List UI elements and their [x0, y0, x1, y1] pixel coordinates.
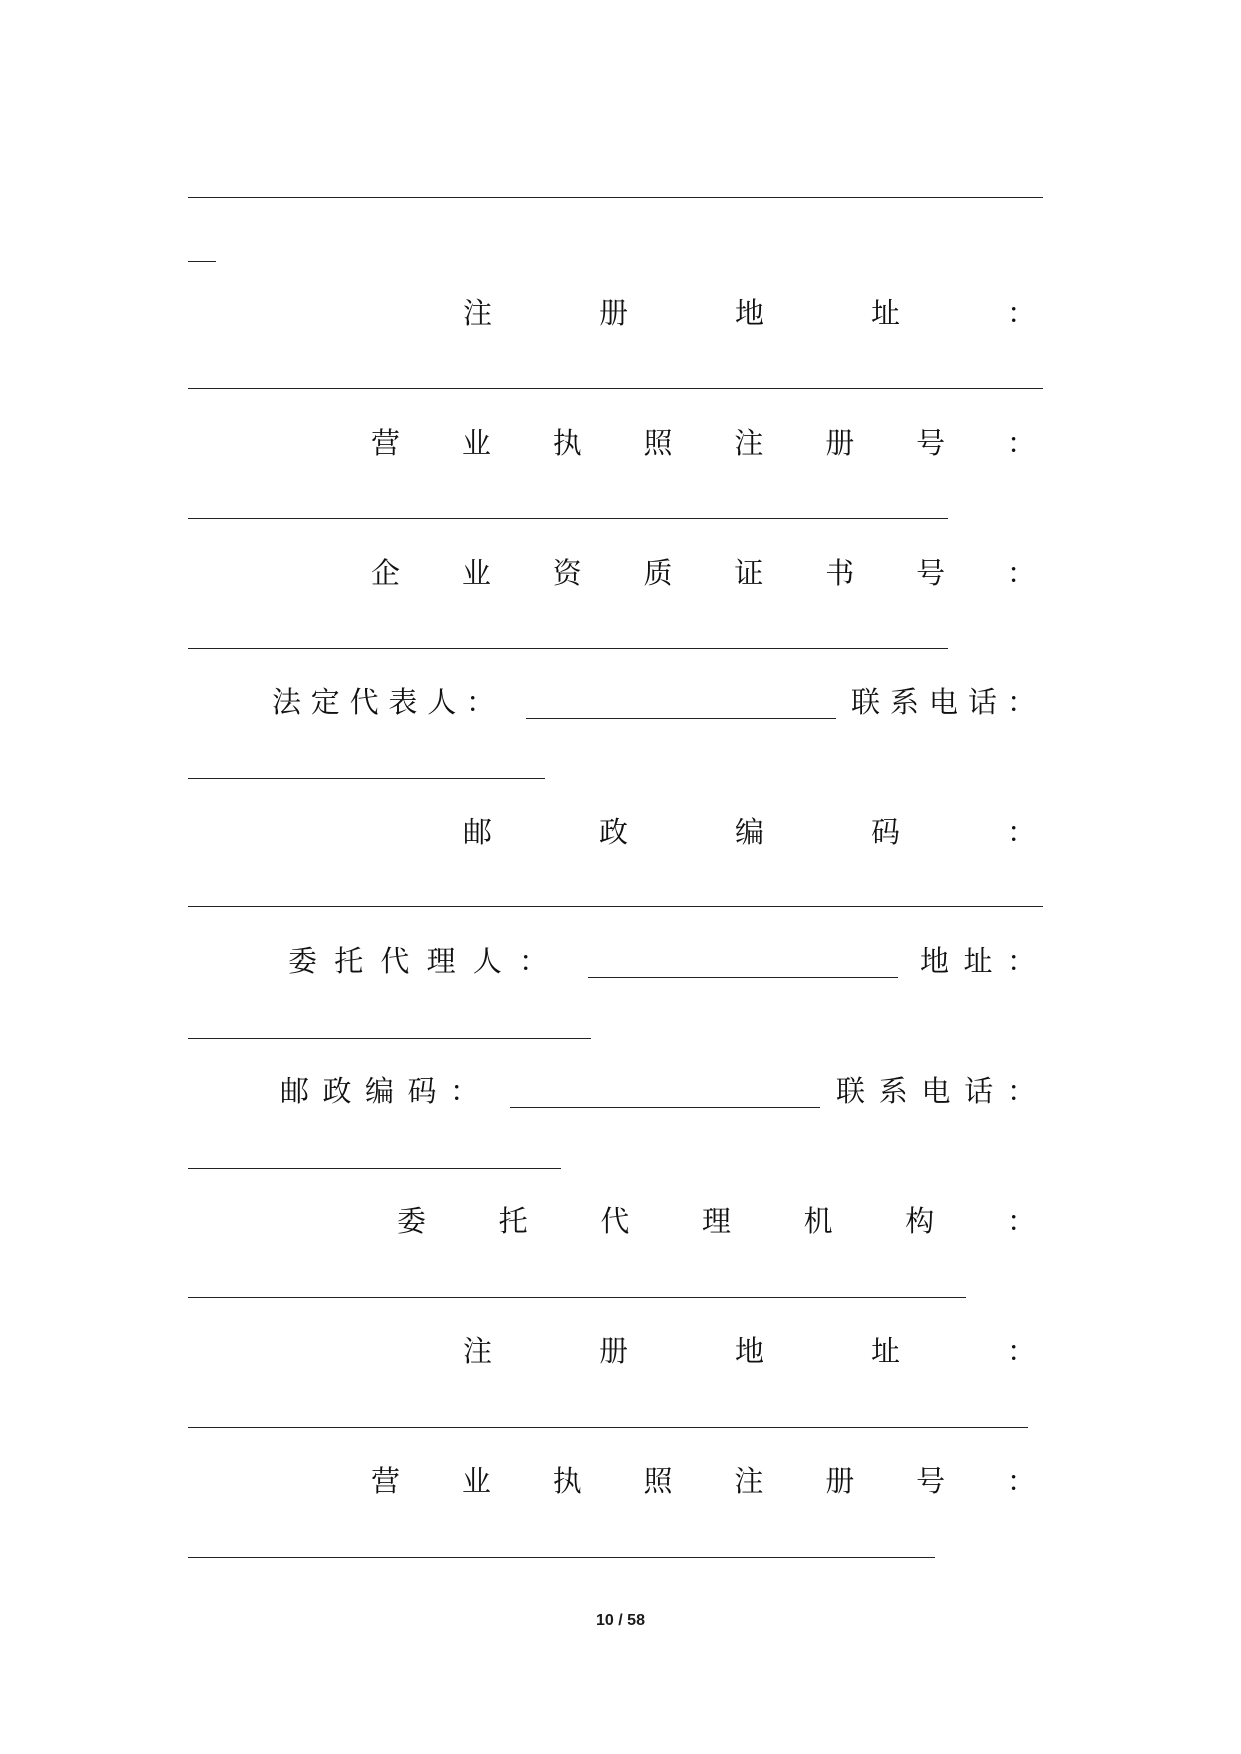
registered-address-blank — [188, 388, 1043, 389]
label-char: 营 — [371, 1464, 401, 1498]
label-char: 注 — [463, 1334, 493, 1368]
label-char: 码 — [870, 815, 900, 849]
postcode-blank-2 — [510, 1107, 820, 1108]
legal-rep-blank — [526, 718, 836, 719]
label-char: 地 — [734, 1334, 764, 1368]
label-char: 业 — [461, 1464, 491, 1498]
agency-blank — [188, 1297, 966, 1298]
page-number: 10 / 58 — [596, 1612, 645, 1629]
label-char: 话 — [967, 685, 997, 719]
address-label — [920, 941, 1036, 981]
phone-blank — [188, 778, 545, 779]
label-char: 法 — [272, 685, 302, 719]
label-char: 系 — [878, 1074, 908, 1108]
phone-label-2 — [836, 1071, 1036, 1111]
label-chars — [463, 812, 1036, 852]
label-char: 代 — [600, 1204, 630, 1238]
label-char: 执 — [552, 426, 582, 460]
label-char: ： — [1006, 1204, 1036, 1238]
label-char: 构 — [905, 1204, 935, 1238]
label-char: 照 — [643, 426, 673, 460]
agency-label-row — [188, 1201, 1043, 1241]
label-char: ： — [1006, 815, 1036, 849]
label-char: ： — [518, 944, 548, 978]
label-chars — [397, 1201, 1036, 1241]
label-char: 托 — [334, 944, 364, 978]
label-chars — [371, 1461, 1036, 1501]
label-chars — [463, 1331, 1036, 1371]
agent-label — [288, 941, 548, 981]
label-char: 企 — [371, 556, 401, 590]
label-char: 人 — [472, 944, 502, 978]
business-license-label-2 — [188, 1461, 1043, 1501]
phone-label — [851, 682, 1036, 722]
label-char: 人 — [427, 685, 457, 719]
label-char: 联 — [836, 1074, 866, 1108]
postcode-phone-row — [188, 1071, 1043, 1111]
registered-address-label-2 — [188, 1331, 1043, 1371]
label-char: 表 — [388, 685, 418, 719]
label-char: 号 — [916, 426, 946, 460]
label-char: ： — [1006, 944, 1036, 978]
phone-blank-2 — [188, 1168, 561, 1169]
label-char: 委 — [397, 1204, 427, 1238]
label-char: 册 — [825, 1464, 855, 1498]
label-char: ： — [1006, 685, 1036, 719]
label-char: 地 — [920, 944, 950, 978]
label-char: 编 — [734, 815, 764, 849]
label-char: 代 — [349, 685, 379, 719]
postcode-label-2 — [280, 1071, 479, 1111]
label-char: 注 — [463, 296, 493, 330]
label-char: 资 — [552, 556, 582, 590]
label-char: 委 — [288, 944, 318, 978]
label-char: ： — [1006, 1074, 1036, 1108]
authorized-agent-row — [188, 941, 1043, 981]
label-char: 电 — [921, 1074, 951, 1108]
postcode-blank — [188, 906, 1043, 907]
label-char: 注 — [734, 426, 764, 460]
legal-rep-label — [272, 682, 495, 722]
qualification-cert-blank — [188, 648, 948, 649]
qualification-cert-label — [188, 553, 1043, 593]
label-char: 业 — [461, 556, 491, 590]
label-char: 注 — [734, 1464, 764, 1498]
label-char: ： — [449, 1074, 479, 1108]
label-char: 话 — [964, 1074, 994, 1108]
label-char: 邮 — [463, 815, 493, 849]
business-license-blank-2 — [188, 1557, 935, 1558]
label-char: 理 — [426, 944, 456, 978]
label-char: 理 — [701, 1204, 731, 1238]
label-char: ： — [1006, 1464, 1036, 1498]
label-char: 地 — [734, 296, 764, 330]
postcode-label — [188, 812, 1043, 852]
label-char: 政 — [598, 815, 628, 849]
label-char: ： — [1006, 426, 1036, 460]
business-license-label — [188, 423, 1043, 463]
label-char: 邮 — [280, 1074, 310, 1108]
label-char: 执 — [552, 1464, 582, 1498]
blank-line-tail — [188, 261, 216, 262]
label-char: 托 — [498, 1204, 528, 1238]
label-char: 照 — [643, 1464, 673, 1498]
label-char: 址 — [870, 1334, 900, 1368]
label-char: 业 — [461, 426, 491, 460]
label-char: 联 — [851, 685, 881, 719]
agent-blank — [588, 977, 898, 978]
label-char: ： — [1006, 296, 1036, 330]
label-char: 号 — [916, 556, 946, 590]
label-chars — [371, 553, 1036, 593]
label-char: 册 — [598, 1334, 628, 1368]
label-char: 址 — [963, 944, 993, 978]
label-char: 政 — [322, 1074, 352, 1108]
label-char: 册 — [598, 296, 628, 330]
label-char: 定 — [310, 685, 340, 719]
blank-line — [188, 197, 1043, 198]
legal-representative-row — [188, 682, 1043, 722]
label-char: 码 — [407, 1074, 437, 1108]
label-char: 代 — [380, 944, 410, 978]
label-char: 址 — [870, 296, 900, 330]
label-char: 证 — [734, 556, 764, 590]
business-license-blank — [188, 518, 948, 519]
label-char: 编 — [364, 1074, 394, 1108]
label-char: 册 — [825, 426, 855, 460]
label-char: 电 — [928, 685, 958, 719]
label-char: ： — [465, 685, 495, 719]
label-char: 系 — [889, 685, 919, 719]
label-char: 营 — [371, 426, 401, 460]
label-char: 质 — [643, 556, 673, 590]
label-char: 号 — [916, 1464, 946, 1498]
label-char: ： — [1006, 1334, 1036, 1368]
registered-address-label — [188, 293, 1043, 333]
label-char: 机 — [803, 1204, 833, 1238]
label-char: 书 — [825, 556, 855, 590]
label-char: ： — [1006, 556, 1036, 590]
label-chars — [371, 423, 1036, 463]
registered-address-blank-2 — [188, 1427, 1028, 1428]
label-chars — [463, 293, 1036, 333]
address-blank — [188, 1038, 591, 1039]
